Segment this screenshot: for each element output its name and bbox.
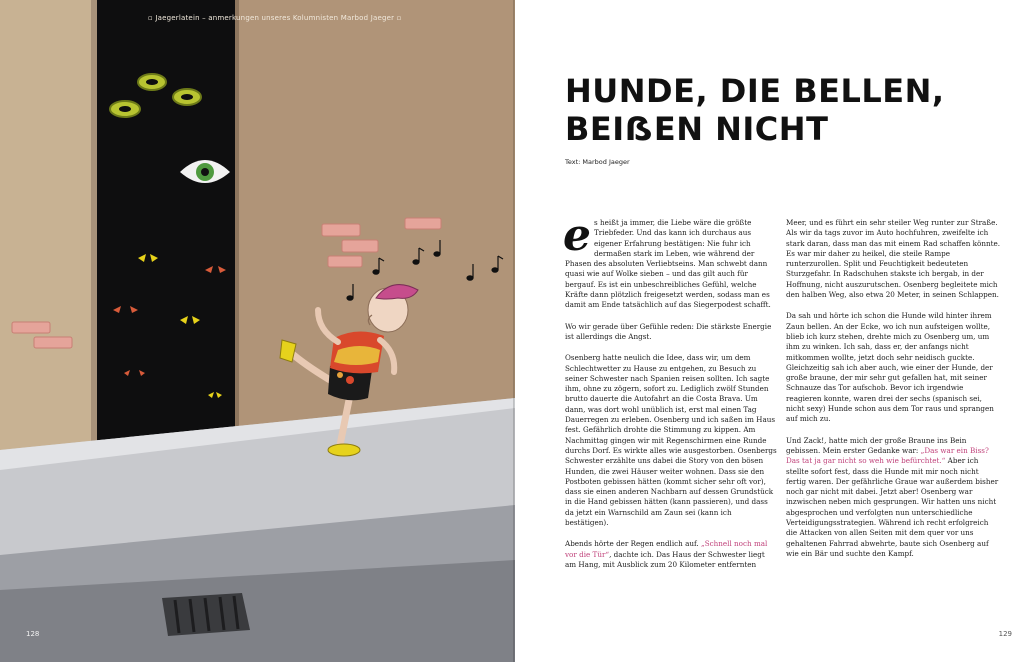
paragraph: Meer, und es führt ein sehr steiler Weg runter zur Straße. Als wir da tags zuvor im Auto hochfuhren, zweifelte ich stark daran, dass man das mit einem Rad schaffen könnte. Es war mir daher zu heikel, die steile Rampe runterzurollen. Split und Feuchtigkeit bedeuteten Sturzgefahr. In Radschuhen stakste ich bergab, in der Hoffnung, nicht auszurutschen. Osenberg begleitete mich den halben Weg, also etwa 20 Meter, in seinen Schlappen.	[786, 218, 1001, 300]
pull-quote: „Schnell noch mal vor die Tür“	[565, 539, 768, 559]
drain-grate	[162, 593, 250, 636]
page-number-left: 128	[26, 630, 40, 638]
section-kicker: ▫ Jaegerlatein – anmerkungen unseres Kolumnisten Marbod Jaeger ▫	[148, 14, 402, 22]
yellow-shoe	[328, 444, 360, 456]
article-column-2	[786, 218, 1000, 570]
pull-quote: „Das war ein Biss? Das tat ja gar nicht so weh wie befürchtet.“	[786, 445, 989, 466]
paragraph: es heißt ja immer, die Liebe wäre die größte Triebfeder. Und das kann ich durchaus aus eigener Erfahrung bestätigen: Nie fuhr ich dermaßen stark im Leben, wie während der Phasen des absoluten Verliebtseins. Man schwebt dann quasi wie auf Wolke sieben – und das gilt auch für bergauf. Es ist ein unbeschreibliches Gefühl, welche Kräfte dann plötzlich freigesetzt werden, sodass man es damit am Ende tatsächlich auf das Siegerpodest schafft.	[563, 210, 771, 310]
brick	[328, 256, 362, 267]
paragraph: Da sah und hörte ich schon die Hunde wild hinter ihrem Zaun bellen. An der Ecke, wo ich nun aufsteigen wollte, blieb ich kurz stehen, drehte mich zu Osenberg um, um ihm zu winken. Ich sah, dass er, der anfangs nicht mitkommen wollte, jetzt doch sehr neidisch guckte. Gleichzeitig sah ich aber auch, wie einer der Hunde, der große braune, der mir sehr gut gefallen hat, mit seiner Schnauze das Tor aufschob. Bevor ich irgendwie reagieren konnte, waren drei der sechs (spanisch sei, nicht sexy) Hunde schon aus dem Tor raus und sprangen auf mich zu.	[786, 311, 994, 424]
article-title	[565, 72, 985, 148]
paragraph: Wo wir gerade über Gefühle reden: Die stärkste Energie ist allerdings die Angst.	[565, 321, 772, 341]
title-line-2: BEIẞEN NICHT	[565, 110, 829, 148]
brick	[405, 218, 441, 229]
brick	[12, 322, 50, 333]
title-line-1: HUNDE, DIE BELLEN,	[565, 72, 945, 110]
brick	[34, 337, 72, 348]
brick	[322, 224, 360, 236]
byline: Text: Marbod Jaeger	[565, 158, 630, 166]
paragraph: Osenberg hatte neulich die Idee, dass wir, um dem Schlechtwetter zu Hause zu entgehen, zu Besuch zu seiner Schwester nach Spanien reisen sollten. Ich sagte ihm, ohne zu zögern, sofort zu. Lediglich zwölf Stunden brutto dauerte die Autofahrt an die Costa Brava. Um dann, was dort wohl unüblich ist, erst mal einen Tag Dauerregen zu erleben. Osenberg und ich saßen im Haus fest. Gefährlich drohte die Stimmung zu kippen. Am Nachmittag gingen wir mit Regenschirmen eine Runde durchs Dorf. Es wirkte alles wie ausgestorben. Osenbergs Schwester erzählte uns dabei die Story von den bösen Hunden, die zwei Häuser weiter wohnen. Dass sie den Postboten gebissen hätten (kommt sicher sehr oft vor), dass sie einen anderen Nachbarn auf dessen Grundstück in die Hand gebissen hätten (kann passieren), und dass da jetzt ein Warnschild am Zaun sei (kann ich bestätigen).	[565, 353, 777, 528]
article-page	[515, 0, 1030, 662]
brick	[342, 240, 378, 252]
paragraph: Abends hörte der Regen endlich auf. „Schnell noch mal vor die Tür“, dachte ich. Das Haus der Schwester liegt am Hang, mit Ausblick zum 20 Kilometer entfernten	[565, 539, 768, 569]
article-column-1	[563, 210, 777, 581]
dark-alley	[95, 0, 235, 450]
drop-cap: e	[563, 210, 591, 261]
paragraph: Und Zack!, hatte mich der große Braune ins Bein gebissen. Mein erster Gedanke war: „Das war ein Biss? Das tat ja gar nicht so weh wie befürchtet.“ Aber ich stellte sofort fest, dass die Hunde mit mir noch nicht fertig waren. Der gefährliche Graue war außerdem bisher noch gar nicht mit dabei. Jetzt aber! Osenberg war inzwischen neben mich gesprungen. Wir hatten uns nicht abgesprochen und verfolgten nun unterschiedliche Verteidigungsstrategien. Während ich recht erfolgreich die Attacken von allen Seiten mit dem quer vor uns gehaltenen Fahrrad abwehrte, baute sich Osenberg auf wie ein Bär und suchte den Kampf.	[786, 435, 999, 558]
page-number-right: 129	[998, 630, 1012, 638]
